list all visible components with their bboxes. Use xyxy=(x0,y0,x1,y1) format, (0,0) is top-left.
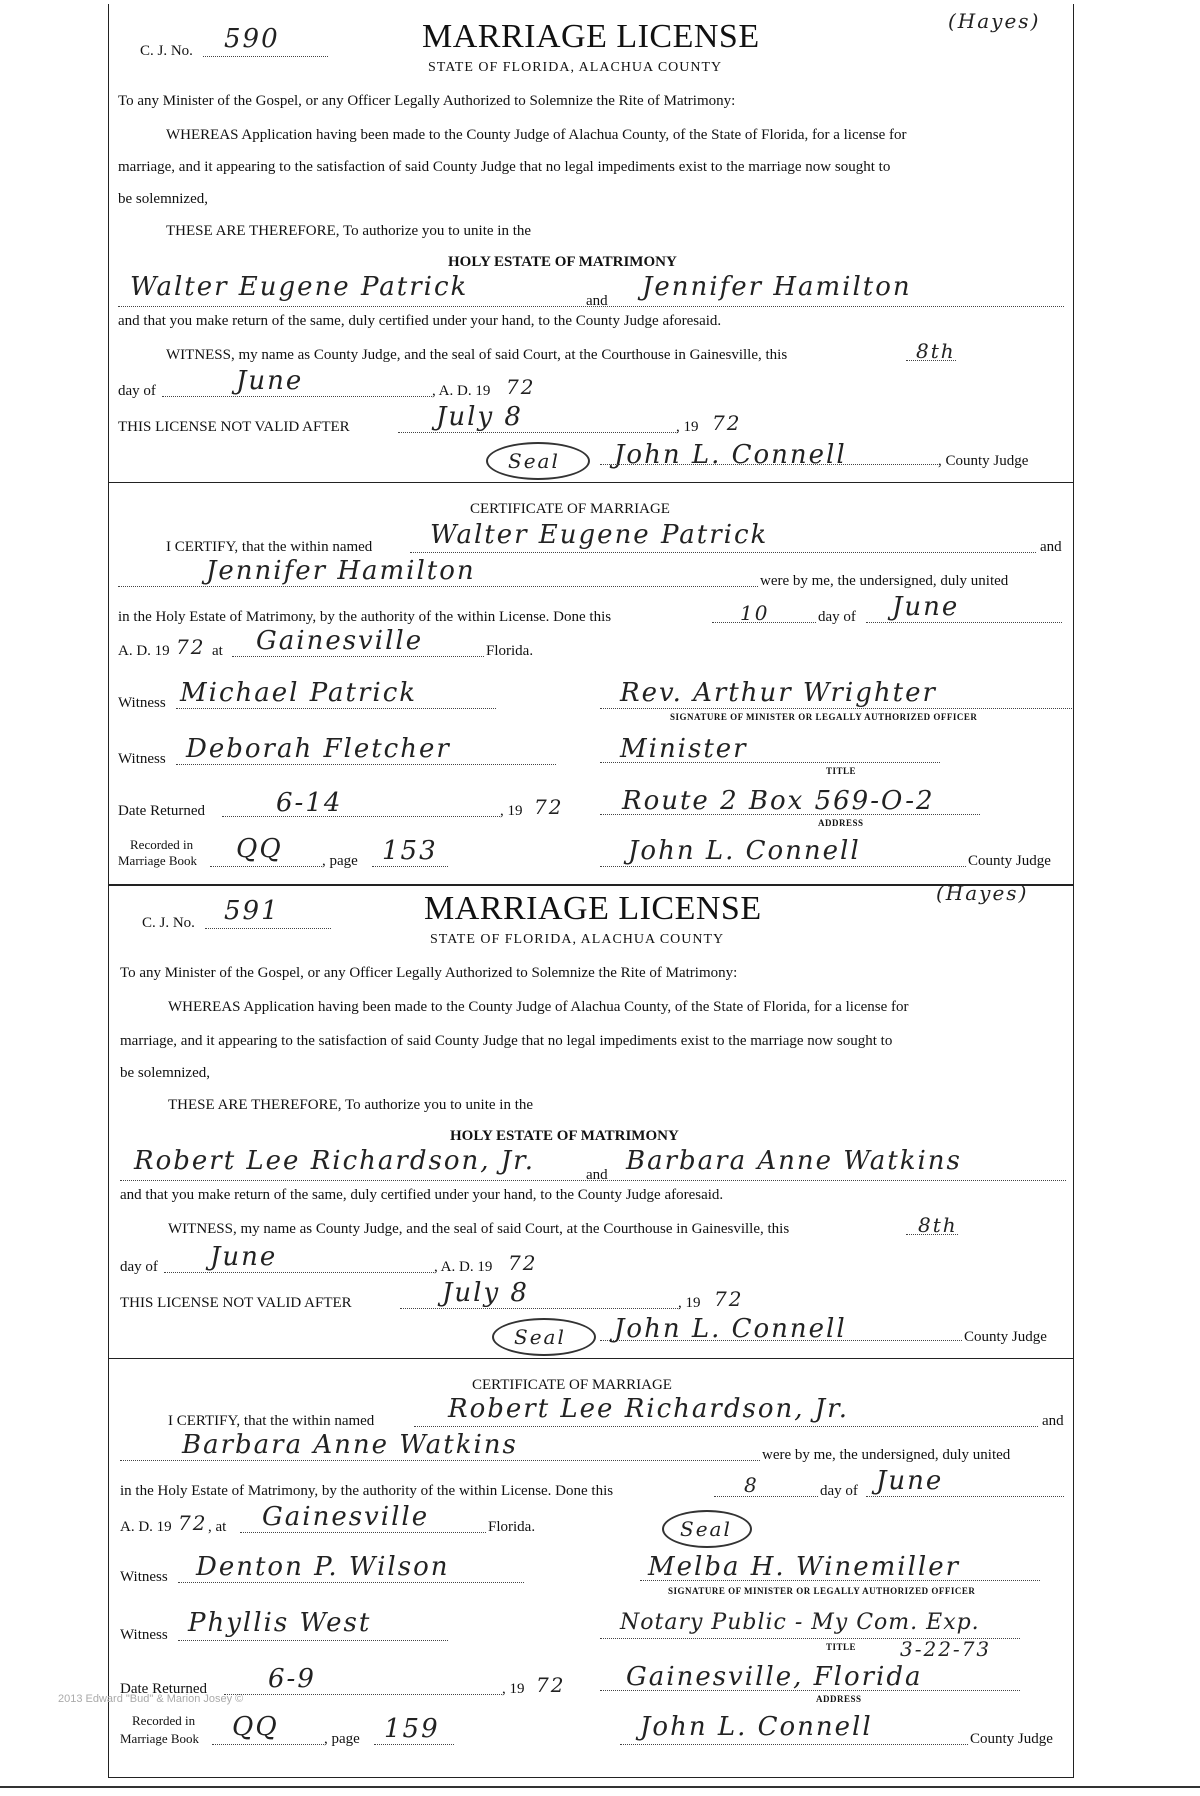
witness-label: Witness xyxy=(118,695,166,711)
return-line: and that you make return of the same, duly certified under your hand, to the County Judge aforesaid. xyxy=(120,1187,724,1203)
address-caption: ADDRESS xyxy=(818,818,864,828)
dotted-line xyxy=(600,1690,1020,1691)
ad-label: , A. D. 19 xyxy=(434,1259,493,1275)
date-returned-label: Date Returned xyxy=(120,1681,208,1697)
groom-name: Robert Lee Richardson, Jr. xyxy=(134,1146,536,1176)
officiant-address: Route 2 Box 569-O-2 xyxy=(622,786,935,816)
whereas-line-3: be solemnized, xyxy=(120,1065,210,1081)
and-word: and xyxy=(586,1167,608,1183)
dotted-line xyxy=(232,656,484,657)
record-judge-signature: John L. Connell xyxy=(628,836,861,866)
address-line: To any Minister of the Gospel, or any Officer Legally Authorized to Solemnize the Rite of Matrimony: xyxy=(118,93,736,109)
holy-estate-heading: HOLY ESTATE OF MATRIMONY xyxy=(448,254,677,270)
whereas-line-3: be solemnized, xyxy=(118,191,208,207)
license-subtitle: STATE OF FLORIDA, ALACHUA COUNTY xyxy=(428,60,723,75)
issue-month: June xyxy=(210,1242,278,1272)
whereas-line-1: WHEREAS Application having been made to the County Judge of Alachua County, of the State of Florida, for a license for xyxy=(166,127,907,143)
judge-signature: John L. Connell xyxy=(614,1314,847,1344)
section-divider xyxy=(108,884,1074,886)
groom-name: Walter Eugene Patrick xyxy=(130,272,469,302)
page-label: , page xyxy=(322,853,358,869)
issue-year: 72 xyxy=(508,1251,538,1275)
dotted-line xyxy=(203,56,328,57)
not-valid-year-label: , 19 xyxy=(676,419,699,435)
dotted-line xyxy=(176,764,556,765)
dotted-line xyxy=(600,1340,962,1341)
dotted-line xyxy=(372,866,448,867)
license-title: MARRIAGE LICENSE xyxy=(424,890,762,927)
record-county-judge-label: County Judge xyxy=(968,853,1051,869)
dotted-line xyxy=(120,1460,760,1461)
officiant-seal-word: Seal xyxy=(680,1517,732,1541)
date-returned: 6-9 xyxy=(268,1664,316,1694)
cert-day-of: day of xyxy=(820,1483,858,1499)
dotted-line xyxy=(620,1744,968,1745)
cert-ad-label: A. D. 19 xyxy=(118,643,170,659)
address-caption: ADDRESS xyxy=(816,1694,862,1704)
bride-name: Jennifer Hamilton xyxy=(642,272,912,302)
dotted-line xyxy=(240,1532,486,1533)
witness-line: WITNESS, my name as County Judge, and the seal of said Court, at the Courthouse in Gainesville, this xyxy=(166,347,788,363)
page-label: , page xyxy=(324,1731,360,1747)
witness-label: Witness xyxy=(120,1627,168,1643)
whereas-line-1: WHEREAS Application having been made to the County Judge of Alachua County, of the State of Florida, for a license for xyxy=(168,999,909,1015)
copyright-watermark: 2013 Edward "Bud" & Marion Josey © xyxy=(58,1693,244,1705)
returned-year-label: , 19 xyxy=(502,1681,525,1697)
cert-day: 8 xyxy=(744,1473,759,1497)
not-valid-date: July 8 xyxy=(442,1278,529,1308)
whereas-line-2: marriage, and it appearing to the satisfaction of said County Judge that no legal impediments exist to the marriage now sought to xyxy=(120,1033,893,1049)
signature-caption: SIGNATURE OF MINISTER OR LEGALLY AUTHORIZED OFFICER xyxy=(668,1586,976,1596)
certificate-divider xyxy=(108,1358,1074,1359)
address-line: To any Minister of the Gospel, or any Officer Legally Authorized to Solemnize the Rite of Matrimony: xyxy=(120,965,738,981)
witness-day: 8th xyxy=(916,339,956,363)
not-valid-label: THIS LICENSE NOT VALID AFTER xyxy=(120,1295,352,1311)
license-subtitle: STATE OF FLORIDA, ALACHUA COUNTY xyxy=(430,932,725,947)
issue-month: June xyxy=(236,366,304,396)
witness-label: Witness xyxy=(120,1569,168,1585)
dotted-line xyxy=(162,396,432,397)
not-valid-year-label: , 19 xyxy=(678,1295,701,1311)
witness-day: 8th xyxy=(918,1213,958,1237)
cert-bride: Jennifer Hamilton xyxy=(206,556,476,586)
cert-certify-line: I CERTIFY, that the within named xyxy=(166,539,373,555)
seal-word: Seal xyxy=(508,449,560,473)
witness-label: Witness xyxy=(118,751,166,767)
dotted-line xyxy=(398,432,678,433)
marriage-book-label: Marriage Book xyxy=(120,1731,200,1746)
dotted-line xyxy=(212,1744,324,1745)
not-valid-date: July 8 xyxy=(436,402,523,432)
signature-caption: SIGNATURE OF MINISTER OR LEGALLY AUTHORIZED OFFICER xyxy=(670,712,978,722)
record-page: 153 xyxy=(382,836,438,866)
officiant-signature: Rev. Arthur Wrighter xyxy=(620,678,937,708)
not-valid-label: THIS LICENSE NOT VALID AFTER xyxy=(118,419,350,435)
county-judge-label: , County Judge xyxy=(938,453,1029,469)
cert-florida: Florida. xyxy=(486,643,534,659)
record-judge-signature: John L. Connell xyxy=(640,1712,873,1742)
title-caption: TITLE xyxy=(826,766,857,776)
witness-2-signature: Phyllis West xyxy=(188,1608,372,1638)
cert-year: 72 xyxy=(176,635,206,659)
cert-month: June xyxy=(892,592,960,622)
day-of-label: day of xyxy=(120,1259,158,1275)
dotted-line xyxy=(118,306,1064,307)
cert-united-line: were by me, the undersigned, duly united xyxy=(762,1447,1011,1463)
whereas-line-2: marriage, and it appearing to the satisfaction of said County Judge that no legal impediments exist to the marriage now sought to xyxy=(118,159,891,175)
cj-number: 590 xyxy=(224,24,280,54)
cj-label: C. J. No. xyxy=(140,43,193,59)
officiant-title: Minister xyxy=(620,734,748,764)
and-word: and xyxy=(586,293,608,309)
cert-and: and xyxy=(1042,1413,1064,1429)
date-returned-label: Date Returned xyxy=(118,803,206,819)
corner-note: (Hayes) xyxy=(948,9,1041,33)
license-title: MARRIAGE LICENSE xyxy=(422,18,760,55)
page-bottom-rule xyxy=(0,1786,1200,1788)
dotted-line xyxy=(400,1308,680,1309)
officiant-signature: Melba H. Winemiller xyxy=(648,1552,961,1582)
dotted-line xyxy=(120,1180,1066,1181)
day-of-label: day of xyxy=(118,383,156,399)
cert-day-of: day of xyxy=(818,609,856,625)
dotted-line xyxy=(640,1580,1040,1581)
cj-label: C. J. No. xyxy=(142,915,195,931)
cert-at: at xyxy=(212,643,223,659)
county-judge-label: County Judge xyxy=(964,1329,1047,1345)
return-line: and that you make return of the same, duly certified under your hand, to the County Judge aforesaid. xyxy=(118,313,722,329)
witness-1-signature: Denton P. Wilson xyxy=(196,1552,450,1582)
title-caption: TITLE xyxy=(826,1642,857,1652)
cert-and: and xyxy=(1040,539,1062,555)
dotted-line xyxy=(410,552,1036,553)
officiant-address: Gainesville, Florida xyxy=(626,1662,923,1692)
holy-estate-heading: HOLY ESTATE OF MATRIMONY xyxy=(450,1128,679,1144)
cert-certify-line: I CERTIFY, that the within named xyxy=(168,1413,375,1429)
dotted-line xyxy=(714,1496,818,1497)
witness-1-signature: Michael Patrick xyxy=(180,678,418,708)
cert-bride: Barbara Anne Watkins xyxy=(182,1430,518,1460)
dotted-line xyxy=(210,866,322,867)
marriage-book-label: Marriage Book xyxy=(118,853,198,868)
bride-name: Barbara Anne Watkins xyxy=(626,1146,962,1176)
cj-number: 591 xyxy=(224,896,280,926)
recorded-in-label: Recorded in xyxy=(132,1713,196,1728)
witness-line: WITNESS, my name as County Judge, and the seal of said Court, at the Courthouse in Gainesville, this xyxy=(168,1221,790,1237)
dotted-line xyxy=(866,622,1062,623)
cert-holy-line: in the Holy Estate of Matrimony, by the authority of the within License. Done this xyxy=(118,609,612,625)
commission-expiry: 3-22-73 xyxy=(900,1637,992,1661)
cert-united-line: were by me, the undersigned, duly united xyxy=(760,573,1009,589)
marriage-book: QQ xyxy=(236,834,283,864)
dotted-line xyxy=(205,928,331,929)
recorded-in-label: Recorded in xyxy=(130,837,194,852)
certificate-title: CERTIFICATE OF MARRIAGE xyxy=(472,1377,672,1393)
not-valid-year: 72 xyxy=(712,411,742,435)
corner-note: (Hayes) xyxy=(936,881,1029,905)
dotted-line xyxy=(600,464,938,465)
dotted-line xyxy=(178,1640,448,1641)
not-valid-year: 72 xyxy=(714,1287,744,1311)
dotted-line xyxy=(118,586,758,587)
cert-year: 72 xyxy=(178,1511,208,1535)
cert-groom: Robert Lee Richardson, Jr. xyxy=(448,1394,850,1424)
marriage-book: QQ xyxy=(232,1712,279,1742)
dotted-line xyxy=(600,866,966,867)
dotted-line xyxy=(224,1694,502,1695)
dotted-line xyxy=(414,1426,1038,1427)
therefore-line: THESE ARE THEREFORE, To authorize you to unite in the xyxy=(166,223,532,239)
dotted-line xyxy=(600,708,1072,709)
dotted-line xyxy=(866,1496,1064,1497)
dotted-line xyxy=(222,816,500,817)
cert-place: Gainesville xyxy=(256,626,424,656)
dotted-line xyxy=(600,762,940,763)
dotted-line xyxy=(164,1272,434,1273)
therefore-line: THESE ARE THEREFORE, To authorize you to unite in the xyxy=(168,1097,534,1113)
cert-ad-label: A. D. 19 xyxy=(120,1519,172,1535)
cert-place: Gainesville xyxy=(262,1502,430,1532)
ad-label: , A. D. 19 xyxy=(432,383,491,399)
returned-year: 72 xyxy=(536,1673,566,1697)
record-page: 159 xyxy=(384,1714,440,1744)
cert-groom: Walter Eugene Patrick xyxy=(430,520,769,550)
judge-signature: John L. Connell xyxy=(614,440,847,470)
certificate-title: CERTIFICATE OF MARRIAGE xyxy=(470,501,670,517)
dotted-line xyxy=(600,814,980,815)
witness-2-signature: Deborah Fletcher xyxy=(186,734,451,764)
date-returned: 6-14 xyxy=(276,788,343,818)
cert-holy-line: in the Holy Estate of Matrimony, by the authority of the within License. Done this xyxy=(120,1483,614,1499)
certificate-divider xyxy=(108,482,1074,483)
officiant-title: Notary Public - My Com. Exp. xyxy=(620,1610,980,1635)
dotted-line xyxy=(178,1582,524,1583)
seal-word: Seal xyxy=(514,1325,566,1349)
issue-year: 72 xyxy=(506,375,536,399)
cert-month: June xyxy=(876,1466,944,1496)
returned-year: 72 xyxy=(534,795,564,819)
returned-year-label: , 19 xyxy=(500,803,523,819)
cert-florida: Florida. xyxy=(488,1519,536,1535)
cert-day: 10 xyxy=(740,601,770,625)
dotted-line xyxy=(176,708,496,709)
cert-at: , at xyxy=(208,1519,227,1535)
dotted-line xyxy=(374,1744,454,1745)
record-county-judge-label: County Judge xyxy=(970,1731,1053,1747)
